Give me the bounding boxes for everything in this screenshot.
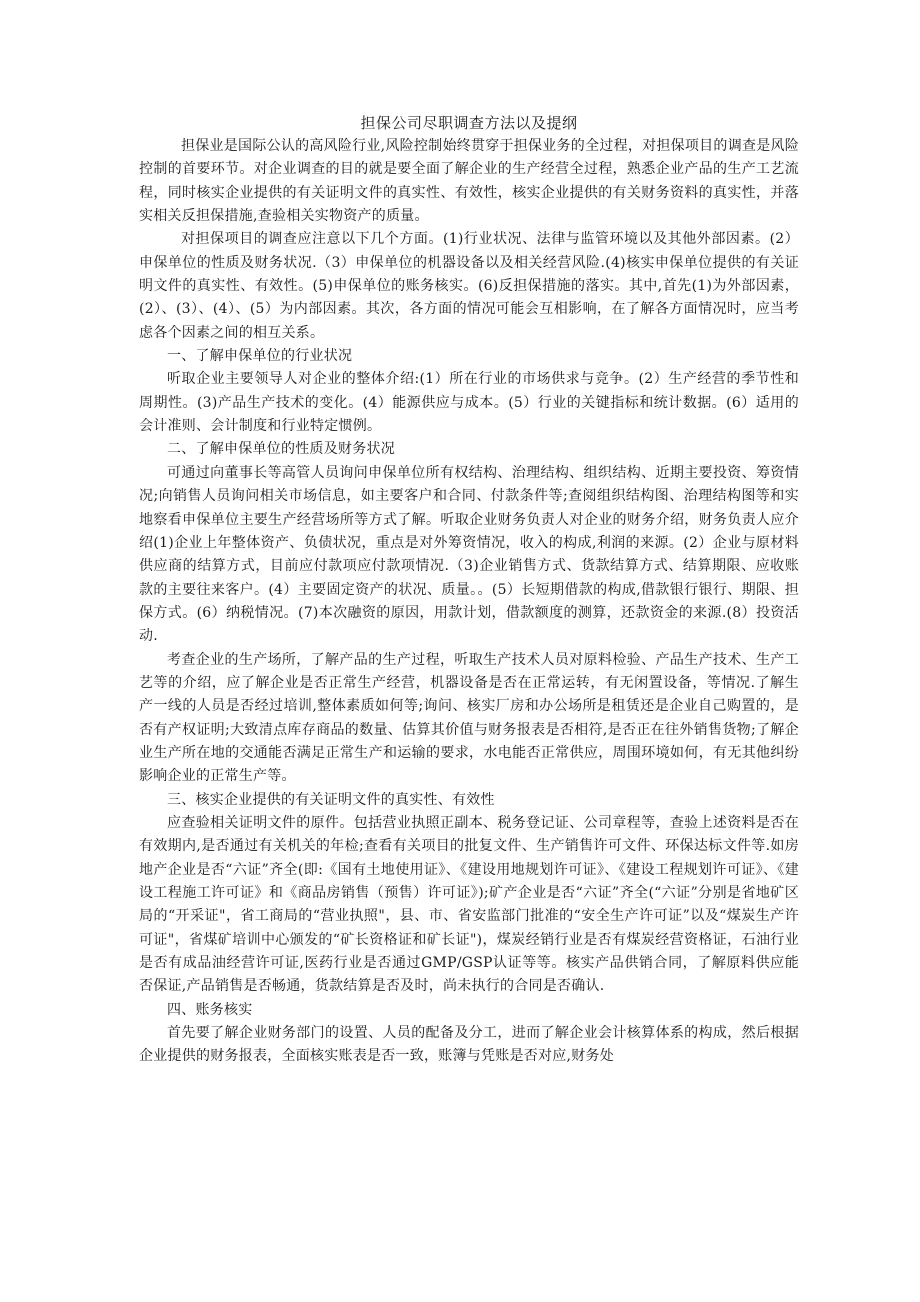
document-page <box>139 112 799 1069</box>
document-title: 担保公司尽职调查方法以及提纲 <box>360 114 578 132</box>
overview-paragraph: 对担保项目的调查应注意以下几个方面。(1)行业状况、法律与监管环境以及其他外部因素。(2）申保单位的性质及财务状况.（3）申保单位的机器设备以及相关经营风险.(4)核实申保单位提供的有关证明文件的真实性、有效性。(5)申保单位的账务核实。(6)反担保措施的落实。其中,首先(1)为外部因素，(2）、(3）、(4）、(5）为内部因素。其次，各方面的情况可能会互相影响，在了解各方面情况时，应当考虑各个因素之间的相互关系。 <box>139 231 799 341</box>
section-heading-finance: 二、了解申保单位的性质及财务状况 <box>167 441 395 458</box>
section-heading-industry: 一、了解申保单位的行业状况 <box>167 348 353 365</box>
accounts-paragraph: 首先要了解企业财务部门的设置、人员的配备及分工，进而了解企业会计核算体系的构成，然后根据企业提供的财务报表，全面核实账表是否一致，账簿与凭账是否对应,财务处 <box>139 1025 799 1065</box>
industry-paragraph: 听取企业主要领导人对企业的整体介绍:(1）所在行业的市场供求与竞争。(2）生产经营的季节性和周期性。(3)产品生产技术的变化。(4）能源供应与成本。(5）行业的关键指标和统计数据。(6）适用的会计准则、会计制度和行业特定惯例。 <box>139 371 799 435</box>
intro-paragraph: 担保业是国际公认的高风险行业,风险控制始终贯穿于担保业务的全过程，对担保项目的调查是风险控制的首要环节。对企业调查的目的就是要全面了解企业的生产经营全过程，熟悉企业产品的生产工艺流程，同时核实企业提供的有关证明文件的真实性、有效性，核实企业提供的有关财务资料的真实性，并落实相关反担保措施,查验相关实物资产的质量。 <box>139 138 799 225</box>
finance-paragraph: 可通过向董事长等高管人员询问申保单位所有权结构、治理结构、组织结构、近期主要投资、筹资情况;向销售人员询问相关市场信息，如主要客户和合同、付款条件等;查阅组织结构图、治理结构图等和实地察看申保单位主要生产经营场所等方式了解。听取企业财务负责人对企业的财务介绍，财务负责人应介绍(1)企业上年整体资产、负债状况，重点是对外筹资情况，收入的构成,利润的来源。(2）企业与原材料供应商的结算方式，目前应付款项应付款项情况.（3)企业销售方式、货款结算方式、结算期限、应收账款的主要往来客户。(4）主要固定资产的状况、质量。。(5）长短期借款的构成,借款银行银行、期限、担保方式。(6）纳税情况。(7)本次融资的原因，用款计划，借款额度的测算，还款资金的来源.(8）投资活动. <box>139 464 799 645</box>
section-heading-accounts: 四、账务核实 <box>167 1001 253 1018</box>
section-heading-documents: 三、核实企业提供的有关证明文件的真实性、有效性 <box>167 791 495 808</box>
documents-paragraph: 应查验相关证明文件的原件。包括营业执照正副本、税务登记证、公司章程等，查验上述资料是否在有效期内,是否通过有关机关的年检;查看有关项目的批复文件、生产销售许可文件、环保达标文件等.如房地产企业是否“六证”齐全(即:《国有土地使用证》、《建设用地规划许可证》、《建设工程规划许可证》、《建设工程施工许可证》和《商品房销售（预售）许可证》);矿产企业是否“六证”齐全(“六证”分别是省地矿区局的“开采证"，省工商局的“营业执照"，县、市、省安监部门批准的“安全生产许可证”以及“煤炭生产许可证"，省煤矿培训中心颁发的“矿长资格证和矿长证")，煤炭经销行业是否有煤炭经营资格证，石油行业是否有成品油经营许可证,医药行业是否通过GMP/GSP认证等等。核实产品供销合同，了解原料供应能否保证,产品销售是否畅通，货款结算是否及时，尚未执行的合同是否确认. <box>139 814 799 995</box>
production-paragraph: 考查企业的生产场所，了解产品的生产过程，听取生产技术人员对原料检验、产品生产技术、生产工艺等的介绍，应了解企业是否正常生产经营，机器设备是否在正常运转，有无闲置设备，等情况.了解生产一线的人员是否经过培训,整体素质如何等;询问、核实厂房和办公场所是租赁还是企业自己购置的，是否有产权证明;大致清点库存商品的数量、估算其价值与财务报表是否相符,是否正在往外销售货物;了解企业生产所在地的交通能否满足正常生产和运输的要求，水电能否正常供应，周围环境如何，有无其他纠纷影响企业的正常生产等。 <box>139 651 799 785</box>
